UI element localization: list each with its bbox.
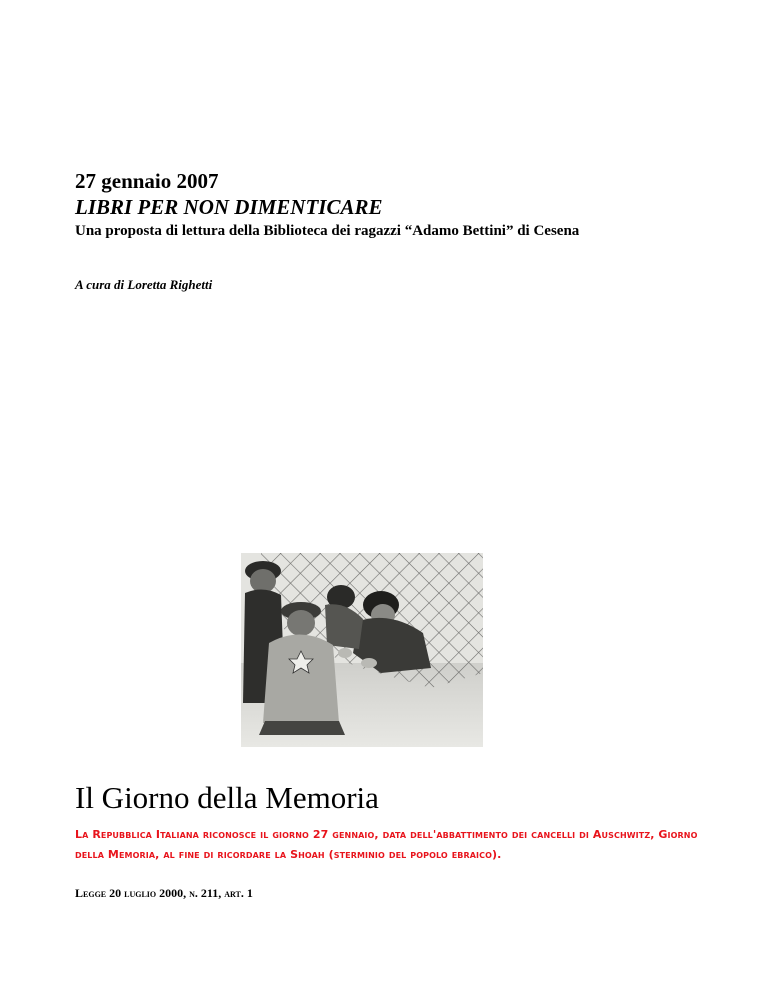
document-title: LIBRI PER NON DIMENTICARE — [75, 195, 383, 219]
document-date: 27 gennaio 2007 — [75, 169, 219, 193]
section-heading: Il Giorno della Memoria — [75, 780, 379, 815]
curator-credit: A cura di Loretta Righetti — [75, 277, 213, 292]
historical-photo-image — [241, 553, 483, 747]
historical-photo — [241, 553, 483, 747]
law-citation: Legge 20 luglio 2000, n. 211, art. 1 — [75, 886, 253, 900]
law-quote: La Repubblica Italiana riconosce il giorno 27 gennaio, data dell'abbattimento dei cancelli di Auschwitz, Giorno della Memoria, al fine di ricordare la Shoah (sterminio del popolo ebraico). — [75, 828, 698, 861]
document-subtitle: Una proposta di lettura della Biblioteca dei ragazzi “Adamo Bettini” di Cesena — [75, 223, 580, 239]
